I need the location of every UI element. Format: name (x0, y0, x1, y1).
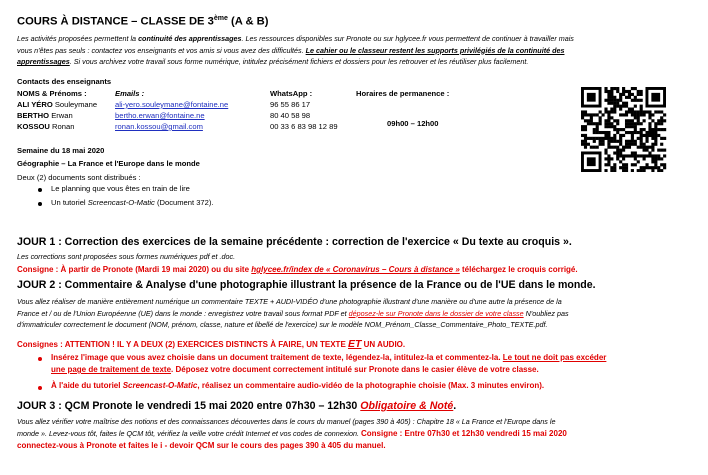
contact-email-link[interactable]: bertho.erwan@fontaine.ne (115, 111, 205, 120)
contact-phone: 96 55 86 17 (270, 100, 311, 109)
contact-name: BERTHO Erwan (17, 111, 73, 120)
contact-phone: 00 33 6 83 98 12 89 (270, 122, 338, 131)
contact-email-link[interactable]: ali-yero.souleymane@fontaine.ne (115, 100, 229, 109)
contact-email-link[interactable]: ronan.kossou@gmail.com (115, 122, 203, 131)
contact-phone: 80 40 58 98 (270, 111, 311, 120)
col-hours-header: Horaires de permanence : (356, 89, 450, 98)
bullet-icon (38, 188, 42, 192)
jour2-title: JOUR 2 : Commentaire & Analyse d'une photographie illustrant la présence de la France ou de l'UE dans le monde. (17, 279, 596, 291)
jour3-paragraph: Vous allez vérifier votre maîtrise des notions et des connaissances découvertes dans le cours du manuel (pages 390 à 405) : Chapitre 18 « La France et l'Europe dans le monde ». Levez-vous tôt, faites le QCM tôt, vérifiez la veille votre crédit Internet et vos codes de connexion. Consigne : Entre 07h30 et 12h30 vendredi 15 mai 2020 connectez-vous à Pronote et faites le i - devoir QCM sur le cours des pages 390 à 405 du manuel. (17, 417, 567, 450)
bullet-icon (38, 202, 42, 206)
jour3-title: JOUR 3 : QCM Pronote le vendredi 15 mai 2020 entre 07h30 – 12h30 Obligatoire & Noté. (17, 400, 457, 412)
contact-name: KOSSOU Ronan (17, 122, 75, 131)
permanence-hours: 09h00 – 12h00 (387, 119, 439, 128)
col-whatsapp-header: WhatsApp : (270, 89, 313, 98)
doc-item: Le planning que vous êtes en train de lire (51, 184, 190, 193)
bullet-icon (38, 357, 42, 361)
jour1-consigne: Consigne : À partir de Pronote (Mardi 19 mai 2020) ou du site hglycee.fr/index de « Coronavirus – Cours à distance » téléchargez le croquis corrigé. (17, 265, 578, 274)
jour2-paragraph: Vous allez réaliser de manière entièrement numérique un commentaire TEXTE + AUDI-VIDÉO d'une photographie illustrant d'une manière ou d'une autre la présence de la France et / ou de l'Union Européenne (UE) dans le monde : enregistrez votre travail sous format PDF et déposez-le sur Pronote dans le dossier de votre classe N'oubliez pas d'immatriculer correctement le document (NOM, prénom, classe, nature et libellé de l'exercice) sur le modèle NOM_Prénom_Classe_Commentaire_Photo_TEXTE.pdf. (17, 297, 569, 329)
jour2-task-2: À l'aide du tutoriel Screencast-O-Matic, réalisez un commentaire audio-vidéo de la photographie choisie (Max. 3 minutes environ). (51, 381, 545, 390)
docs-intro: Deux (2) documents sont distribués : (17, 173, 141, 182)
doc-item: Un tutoriel Screencast-O-Matic (Document 372). (51, 198, 214, 207)
intro-paragraph: Les activités proposées permettent la continuité des apprentissages. Les ressources disponibles sur Pronote ou sur hglycee.fr vous permettent de continuer à travailler mais vous n'êtes pas seuls : contactez vos enseignants et vos amis si vous avez des difficultés. Le cahier ou le classeur restent les supports privilégiés de la continuité des apprentissages. Si vous archivez votre travail sous forme numérique, intitulez précisément fichiers et dossiers pour les retrouver et les réutiliser plus facilement. (17, 34, 574, 66)
week-label: Semaine du 18 mai 2020 (17, 146, 105, 155)
jour2-task-1: Insérez l'image que vous avez choisie dans un document traitement de texte, légendez-la, intitulez-la et commentez-la. Le tout ne doit pas excéder une page de traitement de texte. Déposez votre document correctement intitulé sur Pronote dans le casier élève de votre classe. (51, 353, 607, 374)
qr-code-icon[interactable] (581, 87, 667, 172)
col-email-header: Emails : (115, 89, 145, 98)
subject-title: Géographie – La France et l'Europe dans le monde (17, 159, 200, 168)
page-title: COURS À DISTANCE – CLASSE DE 3ème (A & B) (17, 15, 269, 28)
hglycee-link[interactable]: hglycee.fr/index de « Coronavirus – Cours à distance » (251, 265, 460, 274)
contacts-heading: Contacts des enseignants (17, 77, 112, 86)
jour1-note: Les corrections sont proposées sous formes numériques pdf et .doc. (17, 252, 236, 261)
bullet-icon (38, 386, 42, 390)
contact-name: ALI YÉRO Souleymane (17, 100, 98, 109)
jour1-title: JOUR 1 : Correction des exercices de la semaine précédente : correction de l'exercice « Du texte au croquis ». (17, 236, 572, 248)
jour2-warning: Consignes : ATTENTION ! IL Y A DEUX (2) EXERCICES DISTINCTS À FAIRE, UN TEXTE ET UN AUDIO. (17, 338, 406, 350)
col-name-header: NOMS & Prénoms : (17, 89, 87, 98)
